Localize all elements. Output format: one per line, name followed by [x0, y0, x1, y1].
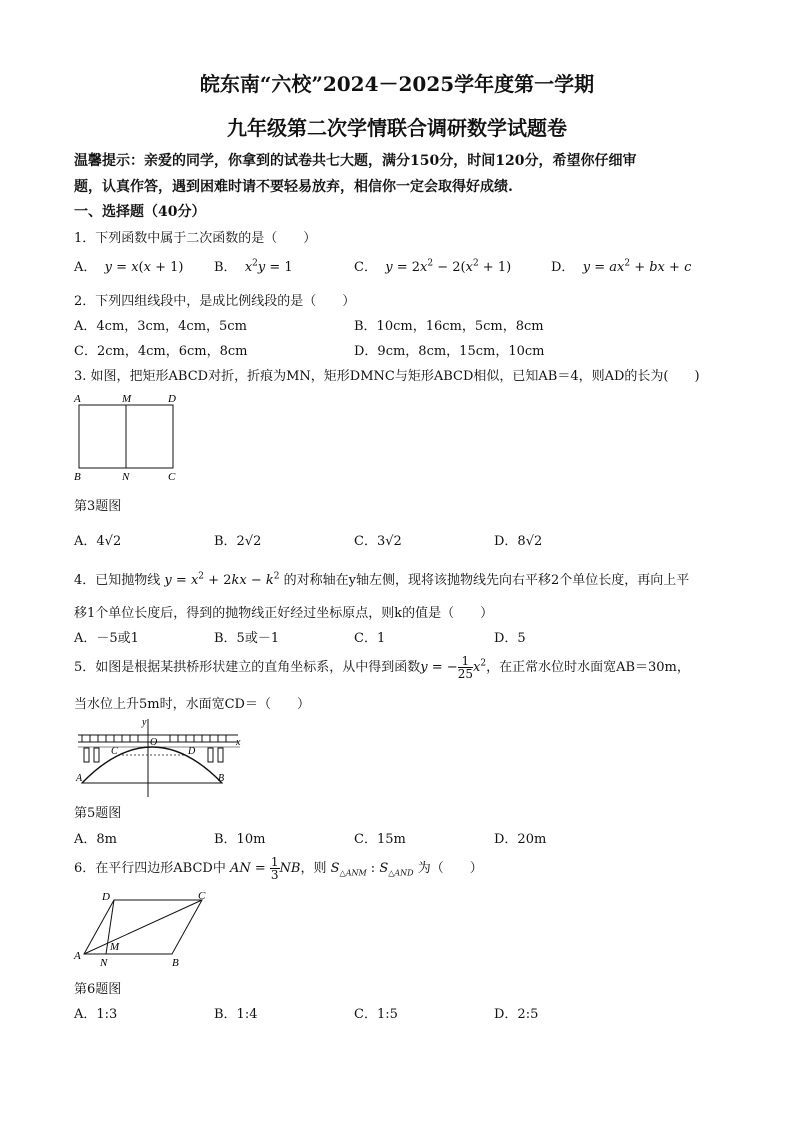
q1-option-d: D． $y = ax^2$ + bx + c [551, 258, 692, 275]
q4-option-a: A．－5或1 [74, 631, 139, 646]
q6-stem: 6．在平行四边形ABCD中 AN = $\frac{1}{3}$ NB，则 $S_{\triangle ANM}$ : $S_{\triangle AND}$ 为（ ） [74, 855, 483, 882]
q6-label-a: A [74, 950, 81, 962]
q5-stem-line1: 5．如图是根据某拱桥形状建立的直角坐标系，从中得到函数y = − $\frac{1}{25}$ $x^2$，在正常水位时水面宽AB＝30m， [74, 654, 690, 681]
q5-label-a: A [76, 773, 83, 784]
q3-option-a: A．4√2 [74, 534, 122, 549]
q6-option-b: B．1:4 [214, 1007, 258, 1022]
q3-option-c: C．3√2 [354, 534, 402, 549]
q5-label-x: x [236, 737, 241, 748]
q2-option-b: B．10cm，16cm，5cm，8cm [354, 319, 544, 334]
q3-label-d: D [168, 393, 176, 405]
q3-label-c: C [168, 471, 176, 482]
q6-label-m: M [110, 941, 120, 953]
q6-label-d: D [102, 891, 110, 903]
q5-option-c: C．15m [354, 832, 406, 847]
q6-option-d: D．2:5 [494, 1007, 539, 1022]
q5-caption: 第5题图 [74, 806, 122, 821]
q2-option-d: D．9cm，8cm，15cm，10cm [354, 344, 545, 359]
q5-bridge-figure [70, 715, 250, 800]
q6-parallelogram-figure [70, 890, 220, 968]
q5-option-b: B．10m [214, 832, 266, 847]
q3-label-a: A [74, 393, 81, 405]
exam-title-line1: 皖东南“六校”2024－2025学年度第一学期 [199, 72, 595, 96]
q2-stem: 2．下列四组线段中，是成比例线段的是（ ） [74, 294, 356, 309]
q4-option-d: D．5 [494, 631, 526, 646]
q1-stem: 1．下列函数中属于二次函数的是（ ） [74, 231, 317, 246]
q5-label-y: y [142, 717, 147, 728]
q5-stem-line2: 当水位上升5m时，水面宽CD＝（ ） [74, 697, 310, 712]
q6-label-b: B [172, 957, 179, 968]
q5-label-b: B [218, 773, 225, 784]
q3-label-m: M [122, 393, 132, 405]
q3-label-b: B [74, 471, 81, 482]
q3-option-b: B．2√2 [214, 534, 262, 549]
q4-stem-line2: 移1个单位长度后，得到的抛物线正好经过坐标原点，则k的值是（ ） [74, 606, 494, 621]
q2-option-a: A．4cm，3cm，4cm，5cm [74, 319, 247, 334]
q6-label-n: N [100, 957, 108, 968]
q2-option-c: C．2cm，4cm，6cm，8cm [74, 344, 248, 359]
q3-caption: 第3题图 [74, 499, 122, 514]
q3-label-n: N [122, 471, 130, 482]
q5-label-d: D [188, 746, 196, 757]
q3-stem: 3. 如图，把矩形ABCD对折，折痕为MN，矩形DMNC与矩形ABCD相似，已知AB＝4，则AD的长为( ) [74, 369, 700, 384]
q5-option-a: A．8m [74, 832, 117, 847]
q5-option-d: D．20m [494, 832, 547, 847]
q3-option-d: D．8√2 [494, 534, 543, 549]
q1-option-c: C． $y = 2x^2 - 2(x^2 + 1)$ [354, 258, 512, 275]
q6-caption: 第6题图 [74, 982, 122, 997]
tip-line1: 温馨提示：亲爱的同学，你拿到的试卷共七大题，满分150分，时间120分，希望你仔细审 [74, 153, 637, 169]
q1-option-a: A． y = x(x + 1) [74, 260, 184, 275]
q4-stem-line1: 4．已知抛物线 $y = x^2 + 2kx - k^2$ 的对称轴在y轴左侧，现将该抛物线先向右平移2个单位长度，再向上平 [74, 571, 690, 588]
section-heading: 一、选择题（40分） [74, 204, 206, 220]
exam-title-line2: 九年级第二次学情联合调研数学试题卷 [227, 116, 567, 140]
tip-line2: 题，认真作答，遇到困难时请不要轻易放弃，相信你一定会取得好成绩. [74, 179, 513, 195]
q5-label-o: O [150, 737, 158, 748]
q6-option-a: A．1:3 [74, 1007, 118, 1022]
q4-option-b: B．5或－1 [214, 631, 280, 646]
q6-option-c: C．1:5 [354, 1007, 398, 1022]
q1-option-b: B． $x^2y = 1$ [214, 258, 293, 275]
q5-label-c: C [111, 746, 118, 757]
q4-option-c: C．1 [354, 631, 386, 646]
q6-label-c: C [198, 890, 206, 902]
q3-rectangle-figure [70, 390, 190, 482]
